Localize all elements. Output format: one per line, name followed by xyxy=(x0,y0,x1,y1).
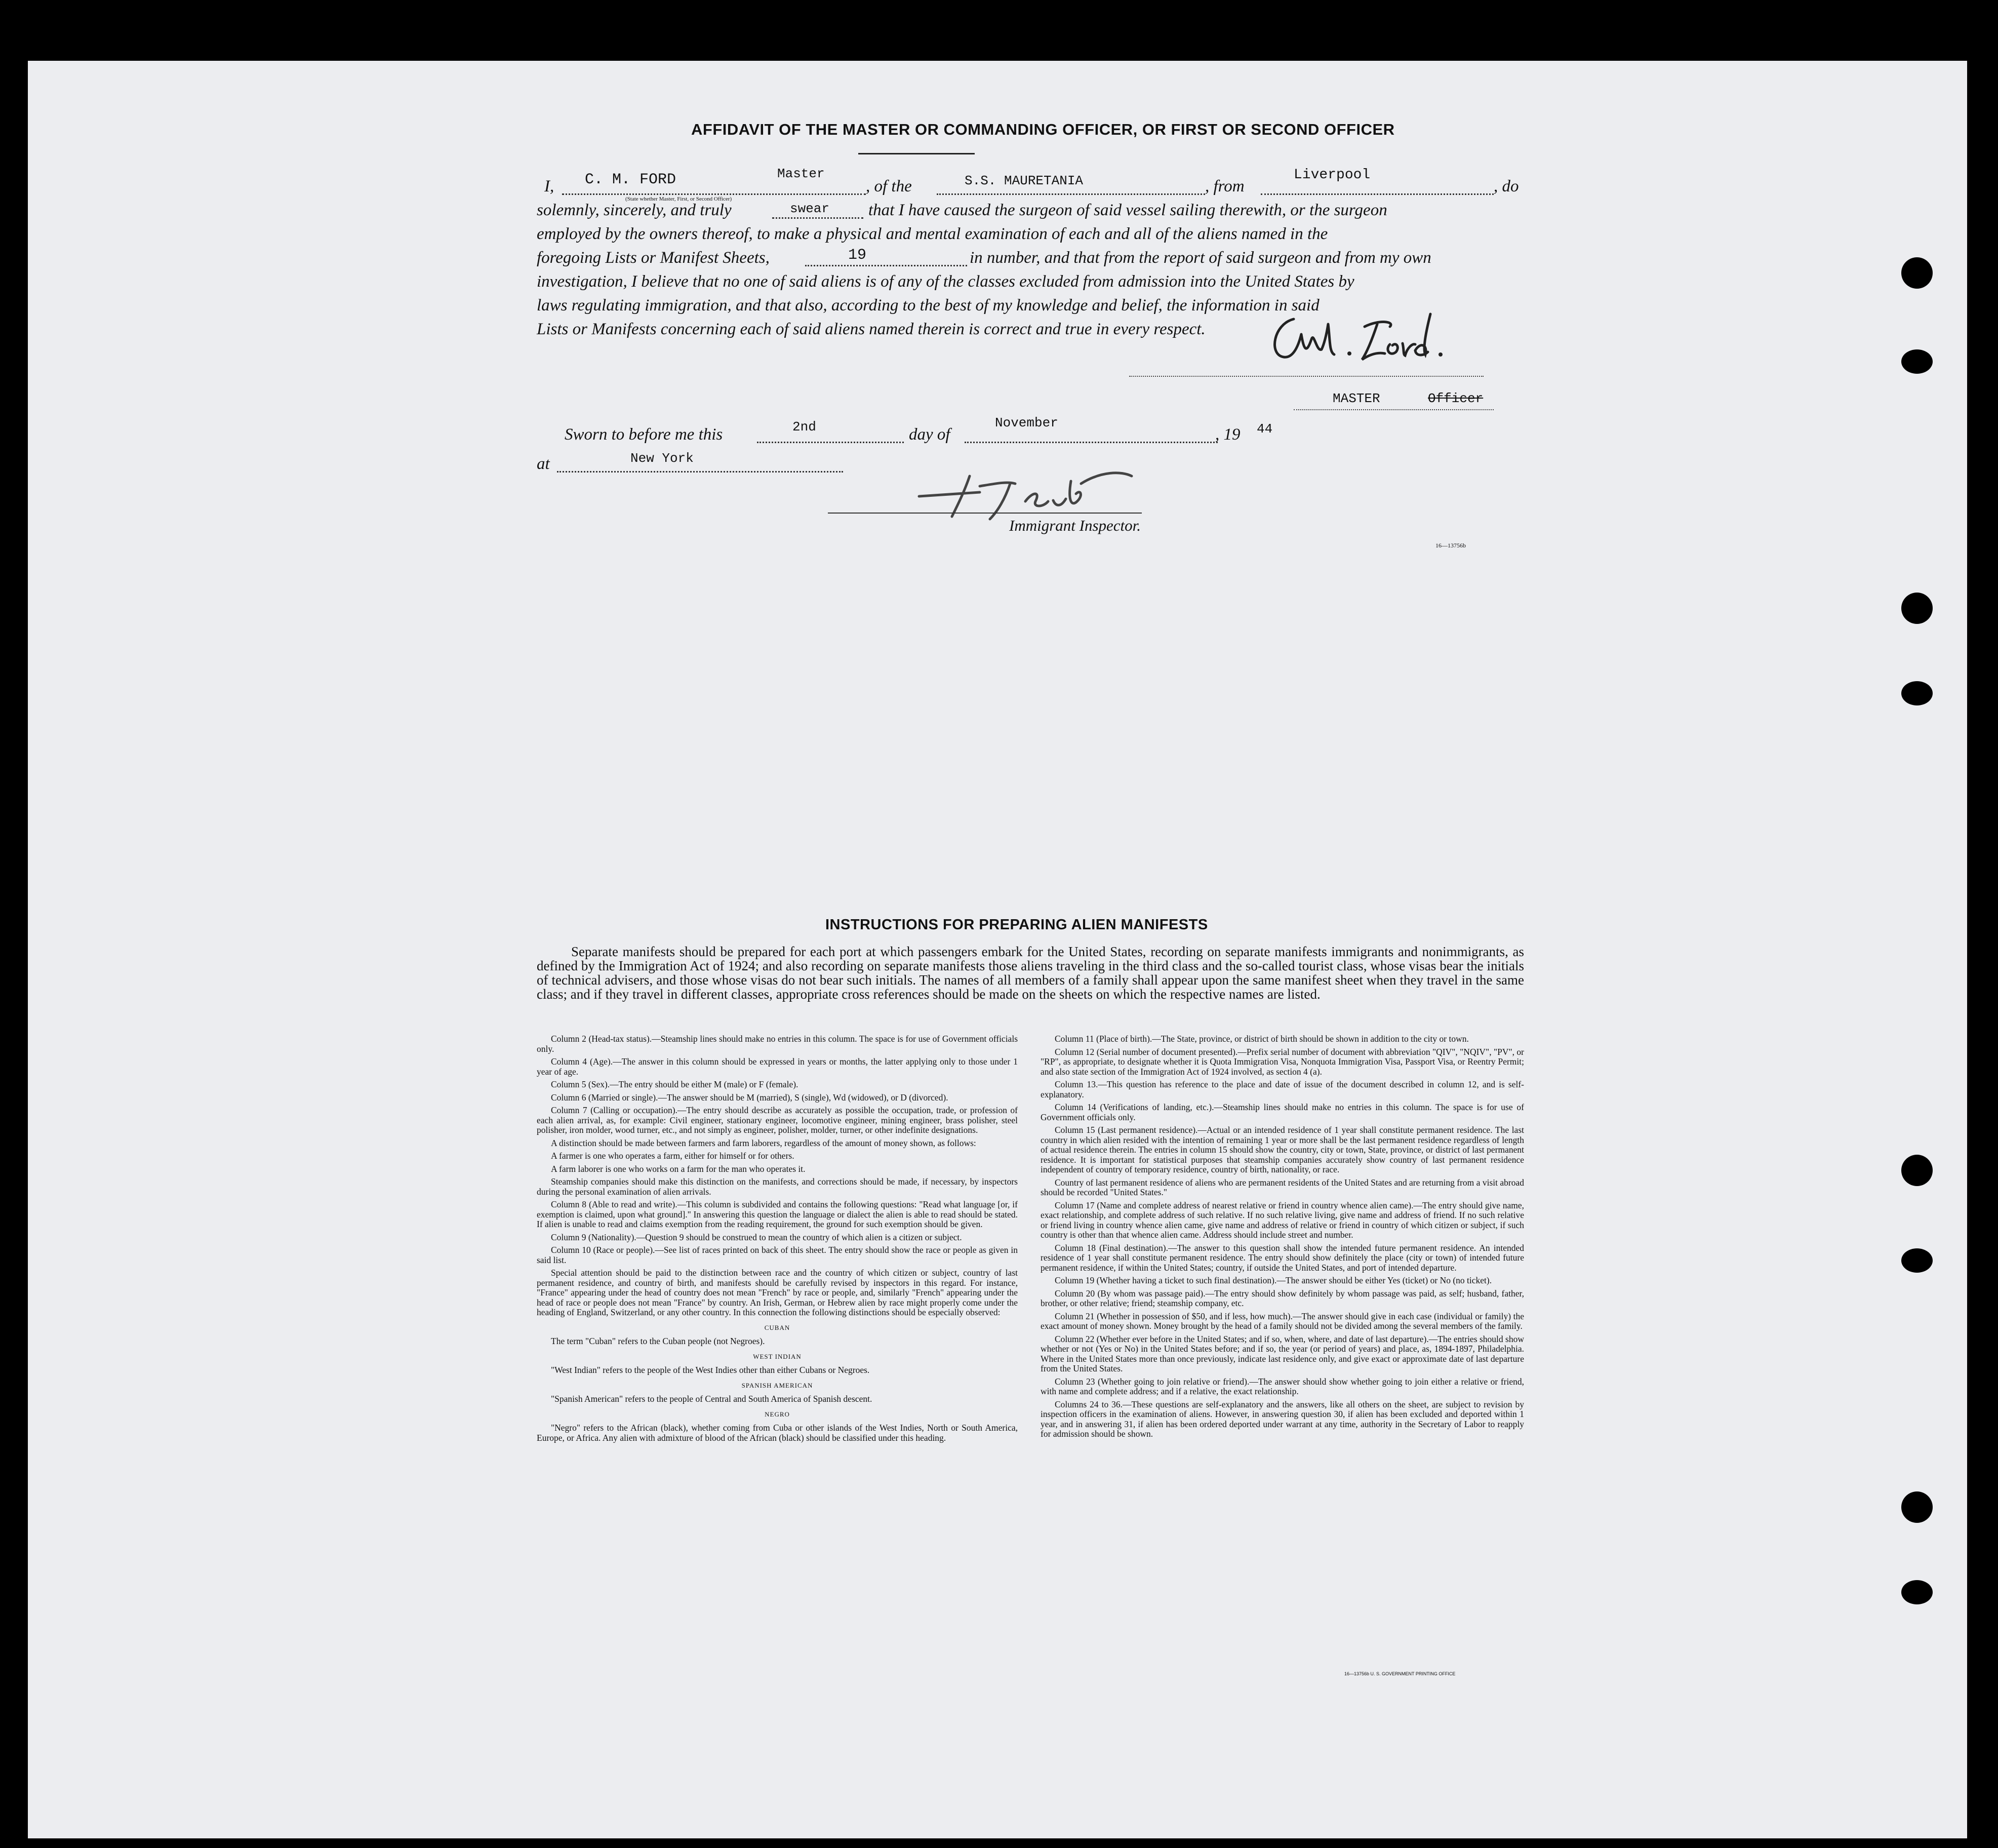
right-item: Column 21 (Whether in possession of $50, and if less, how much).—The answer should give in each case (individual or family) the exact amount of money shown. Money brought by the head of a family should not be divided among the several members of the family. xyxy=(1041,1311,1524,1331)
from-label: , from xyxy=(1205,177,1245,195)
title-rule xyxy=(858,153,975,154)
left-item: Column 6 (Married or single).—The answer should be M (married), S (single), Wd (widowed), or D (divorced). xyxy=(551,1092,948,1103)
left-item: Column 7 (Calling or occupation).—The entry should describe as accurately as possible the occupation, trade, or profession of each alien arrival, as, for example: Civil engineer, stationary engineer, locomotive engineer, mining engineer, brass polisher, steel polisher, iron molder, wood turner, etc., and not simply as engineer, polisher, molder, turner, or other indefinite designations. xyxy=(537,1105,1018,1135)
left-item: Column 10 (Race or people).—See list of races printed on back of this sheet. The entry should show the race or people as given in said list. xyxy=(537,1245,1018,1265)
right-item: Column 14 (Verifications of landing, etc.).—Steamship lines should make no entries in this column. The space is for use of Government officials only. xyxy=(1041,1102,1524,1122)
left-item: Steamship companies should make this distinction on the manifests, and corrections should be made, if necessary, by inspectors during the personal examination of alien arrivals. xyxy=(537,1176,1018,1197)
do-label: , do xyxy=(1494,177,1519,195)
printing-office-footer: 16—13756b U. S. GOVERNMENT PRINTING OFFICE xyxy=(1344,1671,1456,1676)
west-indian-heading: WEST INDIAN xyxy=(753,1352,802,1360)
cuban-text: The term "Cuban" refers to the Cuban people (not Negroes). xyxy=(551,1336,765,1346)
instructions-right-column xyxy=(1041,1034,1524,1442)
year-prefix: , 19 xyxy=(1215,425,1241,444)
left-item: A distinction should be made between farmers and farm laborers, regardless of the amount of money shown, as follows: xyxy=(551,1137,976,1148)
at-label: at xyxy=(537,455,550,473)
right-item: Columns 24 to 36.—These questions are self-explanatory and the answers, like all others on the sheet, are subject to revision by inspection officers in the examination of aliens. However, in answering question 30, if alien has been excluded and deported within 1 year, and in answering 31, if alien has been ordered deported under warrant at any time, authority in the Secretary of Labor to reapply for admission should be shown. xyxy=(1041,1399,1524,1439)
right-item: Column 11 (Place of birth).—The State, province, or district of birth should be shown in addition to the city or town. xyxy=(1055,1034,1469,1044)
right-item: Column 18 (Final destination).—The answer to this question shall show the intended future permanent residence. An intended residence of 1 year shall constitute permanent residence. The entry should show definitely the place (city or town) of intended future permanent residence, if within the United States; country, if outside the United States, and port of intended departure. xyxy=(1041,1242,1524,1273)
spanish-american-heading: SPANISH AMERICAN xyxy=(741,1381,813,1389)
right-item: Column 12 (Serial number of document presented).—Prefix serial number of document with abbreviation "QIV", "NQIV", "PV", or "RP", as appropriate, to designate whether it is Quota Immigration Visa, Nonquota Immigration Visa, Passport Visa, or Reentry Permit; and also state section of the Immigration Act of 1924 involved, as section 4 (a). xyxy=(1041,1046,1524,1077)
of-the-label: , of the xyxy=(866,177,912,195)
right-item: Column 20 (By whom was passage paid).—The entry should show definitely by whom passage was paid, as self; husband, father, brother, or other relative; friend; steamship company, etc. xyxy=(1041,1288,1524,1308)
punch-hole xyxy=(1901,349,1933,374)
right-item: Country of last permanent residence of aliens who are permanent residents of the United States and are returning from a visit abroad should be recorded "United States." xyxy=(1041,1177,1524,1197)
line5: investigation, I believe that no one of said aliens is of any of the classes excluded from admission into the United States by xyxy=(537,272,1354,291)
inspector-line xyxy=(828,513,1142,514)
left-item: Column 9 (Nationality).—Question 9 should be construed to mean the country of which alien is a citizen or subject. xyxy=(551,1232,962,1242)
left-item: Column 4 (Age).—The answer in this column should be expressed in years or months, the latter applying only to those under 1 year of age. xyxy=(537,1056,1018,1077)
instructions-intro: Separate manifests should be prepared for each port at which passengers embark for the United States, recording on separate manifests immigrants and nonimmigrants, as defined by the Immigration Act of 1924; and also recording on separate manifests those aliens traveling in the third class and the so-called tourist class, whose visas bear the initials of technical advisers, and those whose visas do not bear such initials. The names of all members of a family shall appear upon the same manifest sheet when they travel in the same class; and if they travel in different classes, appropriate cross references should be made on the sheets on which the respective names are listed. xyxy=(537,944,1524,1002)
sworn-place: New York xyxy=(630,451,694,466)
officer-rank: Master xyxy=(777,166,825,181)
sworn-label: Sworn to before me this xyxy=(565,425,723,444)
punch-hole xyxy=(1901,257,1933,289)
document-page xyxy=(28,61,1967,1838)
west-indian-text: "West Indian" refers to the people of the West Indies other than either Cubans or Negroes. xyxy=(551,1365,870,1375)
master-signature xyxy=(1263,304,1456,370)
punch-hole xyxy=(1901,1491,1933,1523)
punch-hole xyxy=(1901,1248,1933,1273)
right-item: Column 15 (Last permanent residence).—Actual or an intended residence of 1 year shall constitute permanent residence. The last country in which alien resided with the intention of remaining 1 year or more shall be the last permanent residence regardless of length of actual residence therein. The entries in column 15 should show the country, city or town, State, province, or district of last permanent residence. It is important for statistical purposes that steamship companies accurately show country of last permanent residence independent of country of temporary residence, country of birth, nationality, or race. xyxy=(1041,1125,1524,1174)
punch-hole xyxy=(1901,1155,1933,1186)
instructions-title: INSTRUCTIONS FOR PREPARING ALIEN MANIFESTS xyxy=(825,917,1208,933)
spanish-american-text: "Spanish American" refers to the people of Central and South America of Spanish descent. xyxy=(551,1394,872,1404)
punch-hole xyxy=(1901,593,1933,624)
left-item: Column 2 (Head-tax status).—Steamship lines should make no entries in this column. The space is for use of Government officials only. xyxy=(537,1034,1018,1054)
oath-word: swear xyxy=(790,201,830,216)
day-of-label: day of xyxy=(909,425,950,444)
line2-rest: that I have caused the surgeon of said vessel sailing therewith, or the surgeon xyxy=(868,201,1387,219)
right-item: Column 22 (Whether ever before in the United States; and if so, when, where, and date of last departure).—The entries should show whether or not (Yes or No) in the United States before; and if so, the year (or period of years) and place, as, 1894-1897, Philadelphia. Where in the United States more than once previously, indicate last residence only, and give exact or approximate date of last departure from the United States. xyxy=(1041,1333,1524,1373)
left-item: A farmer is one who operates a farm, either for himself or for others. xyxy=(551,1151,794,1161)
sworn-day: 2nd xyxy=(792,419,816,435)
line3: employed by the owners thereof, to make a physical and mental examination of each and all of the aliens named in the xyxy=(537,225,1328,243)
right-item: Column 23 (Whether going to join relative or friend).—The answer should show whether going to join either a relative or friend, with name and complete address; and if a relative, the exact relationship. xyxy=(1041,1376,1524,1396)
line7: Lists or Manifests concerning each of said aliens named therein is correct and true in every respect. xyxy=(537,320,1206,338)
i-label: I, xyxy=(544,177,554,195)
right-item: Column 17 (Name and complete address of nearest relative or friend in country whence alien came).—The entry should give name, exact relationship, and complete address of such relative. If no such relative living, give name and address of friend. If no such relative or friend living in country whence alien came, give name and address of relative or friend in country of which citizen or subject, if such country is other than that whence alien came. Address should include street and number. xyxy=(1041,1200,1524,1240)
line2-start: solemnly, sincerely, and truly xyxy=(537,201,732,219)
departure-port: Liverpool xyxy=(1294,167,1371,183)
vessel-name: S.S. MAURETANIA xyxy=(965,173,1084,188)
right-item: Column 19 (Whether having a ticket to such final destination).—The answer should be either Yes (ticket) or No (no ticket). xyxy=(1055,1275,1492,1285)
year-suffix: 44 xyxy=(1257,421,1273,437)
line4-start: foregoing Lists or Manifest Sheets, xyxy=(537,249,770,267)
negro-text: "Negro" refers to the African (black), whether coming from Cuba or other islands of the West Indies, North or South America, Europe, or Africa. Any alien with admixture of blood of the African (black) should be classified under this heading. xyxy=(537,1423,1018,1443)
inspector-label: Immigrant Inspector. xyxy=(1009,517,1141,534)
officer-name: C. M. FORD xyxy=(585,171,676,188)
punch-hole xyxy=(1901,1580,1933,1604)
left-item: Column 8 (Able to read and write).—This column is subdivided and contains the following questions: "Read what language [or, if exemption is claimed, upon what ground]." In answering this question the language or dialect the alien is able to read should be stated. If alien is unable to read and claims exemption from the reading requirement, the ground for such exemption should be given. xyxy=(537,1199,1018,1229)
master-title: MASTER xyxy=(1333,391,1380,406)
sworn-month: November xyxy=(995,415,1058,430)
left-item: Special attention should be paid to the distinction between race and the country of which citizen or subject, country of last permanent residence, and country of birth, and manifests should be carefully revised by inspectors in this regard. For instance, "France" appearing under the head of country does not mean "French" by race or people, and, similarly "French" appearing under the head of race or people does not mean "France" by country. An Irish, German, or Hebrew alien by race might properly come under the heading of England, Switzerland, or any other country. In this connection the following distinctions should be especially observed: xyxy=(537,1268,1018,1317)
line6: laws regulating immigration, and that also, according to the best of my knowledge and belief, the information in said xyxy=(537,296,1320,314)
affidavit-title: AFFIDAVIT OF THE MASTER OR COMMANDING OFFICER, OR FIRST OR SECOND OFFICER xyxy=(691,121,1395,138)
left-item: A farm laborer is one who works on a farm for the man who operates it. xyxy=(551,1163,806,1174)
negro-heading: NEGRO xyxy=(765,1410,790,1418)
cuban-heading: CUBAN xyxy=(764,1323,790,1331)
right-item: Column 13.—This question has reference to the place and date of issue of the document described in column 12, and is self-explanatory. xyxy=(1041,1079,1524,1099)
form-number: 16—13756b xyxy=(1435,542,1466,549)
line4-rest: in number, and that from the report of said surgeon and from my own xyxy=(970,249,1431,267)
struck-title: Officer xyxy=(1428,391,1484,406)
punch-hole xyxy=(1901,681,1933,705)
left-item: Column 5 (Sex).—The entry should be either M (male) or F (female). xyxy=(551,1079,798,1089)
instructions-left-column xyxy=(537,1034,1018,1446)
sheet-count: 19 xyxy=(848,247,867,264)
rank-caption: (State whether Master, First, or Second Officer) xyxy=(625,196,732,202)
